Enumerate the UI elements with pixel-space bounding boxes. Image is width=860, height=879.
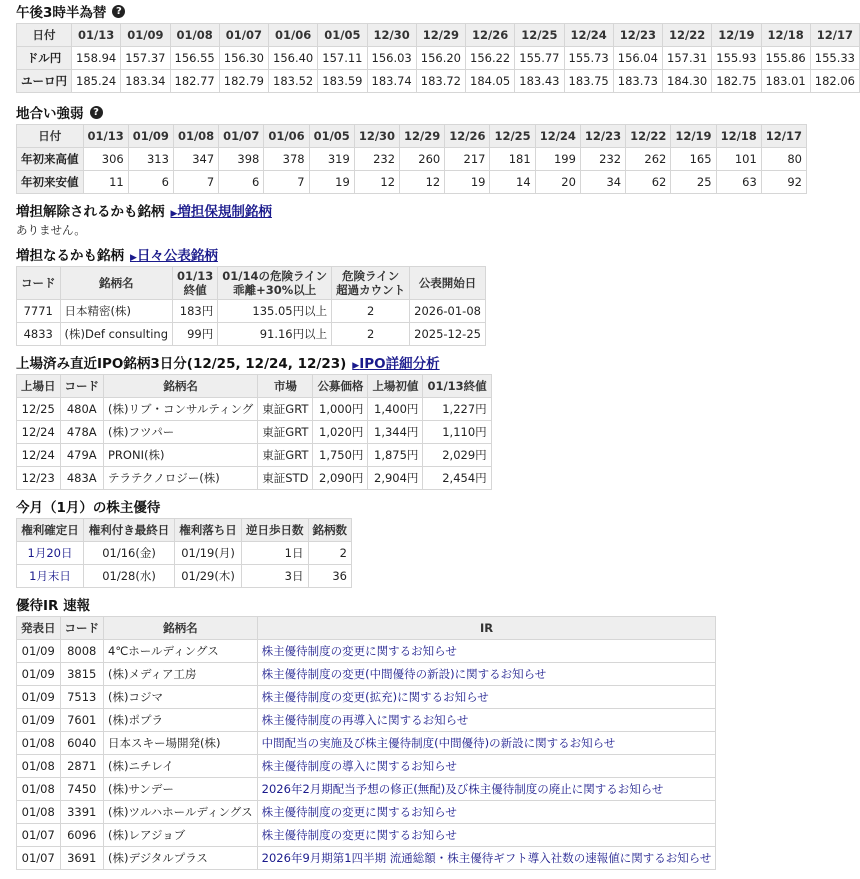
ir-link[interactable]: 中間配当の実施及び株主優待制度(中間優待)の新設に関するお知らせ [257, 732, 716, 755]
col-date: 12/26 [466, 24, 515, 47]
value-cell: 183.75 [564, 70, 613, 93]
yutai-cell: 3日 [242, 565, 309, 588]
yutai-table [16, 518, 352, 588]
value-cell: 183.34 [121, 70, 170, 93]
value-cell: 63 [716, 171, 761, 194]
value-cell: 19 [309, 171, 354, 194]
ir-cell: 4℃ホールディングス [104, 640, 258, 663]
name-cell: (株)Def consulting [60, 323, 173, 346]
yutai-cell: 01/29(木) [175, 565, 242, 588]
ir-cell: (株)メディア工房 [104, 663, 258, 686]
col-date: 12/19 [712, 24, 761, 47]
col-date: 12/22 [626, 125, 671, 148]
market-info-panel [16, 0, 855, 870]
ir-cell: 01/08 [17, 755, 61, 778]
value-cell: 217 [445, 148, 490, 171]
col-date: 12/19 [671, 125, 716, 148]
ipo-col-header: 上場初値 [368, 375, 423, 398]
count-cell: 2 [332, 300, 410, 323]
value-cell: 183.59 [318, 70, 367, 93]
yutai-date-link[interactable]: 1月20日 [17, 542, 84, 565]
value-cell: 157.11 [318, 47, 367, 70]
value-cell: 14 [490, 171, 535, 194]
ir-cell: (株)ツルハホールディングス [104, 801, 258, 824]
yutai-cell: 2 [308, 542, 352, 565]
daily-publication-link-label: 日々公表銘柄 [136, 248, 218, 264]
close-cell: 99円 [173, 323, 218, 346]
value-cell: 182.79 [219, 70, 268, 93]
col-over-count [332, 267, 410, 300]
help-icon[interactable]: ? [112, 5, 125, 18]
value-cell: 232 [354, 148, 399, 171]
code-cell: 4833 [17, 323, 61, 346]
col-date: 12/18 [761, 24, 810, 47]
value-cell: 183.52 [269, 70, 318, 93]
ipo-cell: 東証GRT [258, 421, 313, 444]
ipo-analysis-link-label: IPO詳細分析 [359, 356, 440, 372]
ir-cell: 3815 [60, 663, 104, 686]
ipo-cell: 2,904円 [368, 467, 423, 490]
value-cell: 378 [264, 148, 309, 171]
value-cell: 183.74 [367, 70, 416, 93]
value-cell: 182.77 [170, 70, 219, 93]
margin-release-empty: ありません。 [16, 223, 86, 237]
value-cell: 11 [83, 171, 128, 194]
value-cell: 260 [400, 148, 445, 171]
col-date: 12/17 [810, 24, 859, 47]
ipo-cell: 1,750円 [313, 444, 368, 467]
ipo-cell: 1,400円 [368, 398, 423, 421]
ir-table [16, 616, 716, 870]
value-cell: 182.06 [810, 70, 859, 93]
col-date: 12/26 [445, 125, 490, 148]
value-cell: 62 [626, 171, 671, 194]
value-cell: 156.40 [269, 47, 318, 70]
ipo-cell: (株)フツパー [104, 421, 258, 444]
col-date: 01/05 [318, 24, 367, 47]
ir-cell: 01/09 [17, 686, 61, 709]
table-row [17, 565, 352, 588]
ipo-col-header: 上場日 [17, 375, 61, 398]
ir-link[interactable]: 株主優待制度の再導入に関するお知らせ [257, 709, 716, 732]
ir-cell: (株)ニチレイ [104, 755, 258, 778]
fx-section-title [16, 0, 773, 22]
ir-link[interactable]: 株主優待制度の変更に関するお知らせ [257, 801, 716, 824]
yutai-cell: 01/28(水) [84, 565, 175, 588]
table-row [17, 847, 716, 870]
value-cell: 157.31 [663, 47, 712, 70]
table-row [17, 47, 860, 70]
table-row [17, 70, 860, 93]
ipo-col-header: 市場 [258, 375, 313, 398]
ipo-cell: (株)リブ・コンサルティング [104, 398, 258, 421]
yutai-cell: 01/16(金) [84, 542, 175, 565]
col-date: 01/08 [170, 24, 219, 47]
ipo-cell: 483A [60, 467, 104, 490]
ipo-cell: 1,227円 [423, 398, 491, 421]
value-cell: 199 [535, 148, 580, 171]
danger-cell: 135.05円以上 [218, 300, 332, 323]
col-date-label: 日付 [17, 24, 72, 47]
ipo-cell: 東証GRT [258, 398, 313, 421]
value-cell: 319 [309, 148, 354, 171]
ir-col-header: コード [60, 617, 104, 640]
ipo-table [16, 374, 492, 490]
value-cell: 313 [128, 148, 173, 171]
value-cell: 184.05 [466, 70, 515, 93]
ipo-col-header: 銘柄名 [104, 375, 258, 398]
margin-add-header-row [17, 267, 486, 300]
col-name: 銘柄名 [60, 267, 173, 300]
value-cell: 155.93 [712, 47, 761, 70]
ir-cell: 7601 [60, 709, 104, 732]
col-close-line1: 01/13 [177, 269, 214, 283]
ir-cell: 01/08 [17, 801, 61, 824]
code-cell: 7771 [17, 300, 61, 323]
ir-cell: (株)サンデー [104, 778, 258, 801]
ipo-cell: 1,020円 [313, 421, 368, 444]
col-date: 01/09 [128, 125, 173, 148]
strength-title-text: 地合い強弱 [16, 106, 84, 122]
yutai-col-header: 権利付き最終日 [84, 519, 175, 542]
ipo-cell: 東証STD [258, 467, 313, 490]
col-date: 12/29 [416, 24, 465, 47]
ir-cell: 01/08 [17, 778, 61, 801]
daily-publication-link[interactable] [130, 244, 218, 264]
margin-regulation-link[interactable] [171, 200, 272, 220]
col-date: 12/24 [564, 24, 613, 47]
table-row [17, 467, 492, 490]
value-cell: 156.04 [613, 47, 662, 70]
count-cell: 2 [332, 323, 410, 346]
value-cell: 6 [219, 171, 264, 194]
col-date: 01/07 [219, 125, 264, 148]
value-cell: 19 [445, 171, 490, 194]
ipo-cell: 480A [60, 398, 104, 421]
value-cell: 158.94 [72, 47, 121, 70]
ipo-cell: 12/25 [17, 398, 61, 421]
table-row [17, 709, 716, 732]
value-cell: 156.55 [170, 47, 219, 70]
ipo-section-title [16, 352, 773, 372]
value-cell: 182.75 [712, 70, 761, 93]
col-date: 12/18 [716, 125, 761, 148]
start-cell: 2026-01-08 [410, 300, 486, 323]
ir-cell: 7450 [60, 778, 104, 801]
value-cell: 155.86 [761, 47, 810, 70]
ir-cell: 01/09 [17, 709, 61, 732]
value-cell: 7 [173, 171, 218, 194]
ir-link[interactable]: 株主優待制度の導入に関するお知らせ [257, 755, 716, 778]
ipo-title-text: 上場済み直近IPO銘柄3日分(12/25, 12/24, 12/23) [16, 356, 347, 372]
ir-title-text: 優待IR 速報 [16, 598, 91, 614]
value-cell: 12 [400, 171, 445, 194]
value-cell: 25 [671, 171, 716, 194]
fx-title-text: 午後3時半為替 [16, 5, 107, 21]
ir-cell: (株)レアジョブ [104, 824, 258, 847]
ir-cell: 3691 [60, 847, 104, 870]
ir-cell: 01/09 [17, 640, 61, 663]
start-cell: 2025-12-25 [410, 323, 486, 346]
ir-cell: 6040 [60, 732, 104, 755]
ir-header-row [17, 617, 716, 640]
yutai-col-header: 逆日歩日数 [242, 519, 309, 542]
table-row [17, 732, 716, 755]
col-date-label: 日付 [17, 125, 84, 148]
fx-table [16, 23, 860, 93]
ipo-cell: 2,029円 [423, 444, 491, 467]
value-cell: 165 [671, 148, 716, 171]
col-over-line2: 超過カウント [336, 283, 406, 297]
margin-release-title-text: 増担解除されるかも銘柄 [16, 204, 165, 220]
col-date: 01/13 [83, 125, 128, 148]
table-row [17, 171, 807, 194]
value-cell: 185.24 [72, 70, 121, 93]
col-date: 01/07 [219, 24, 268, 47]
ipo-cell: 東証GRT [258, 444, 313, 467]
col-date: 01/13 [72, 24, 121, 47]
col-date: 12/30 [354, 125, 399, 148]
col-date: 12/22 [663, 24, 712, 47]
ipo-analysis-link[interactable] [352, 352, 439, 372]
ipo-cell: 479A [60, 444, 104, 467]
ipo-cell: 2,454円 [423, 467, 491, 490]
margin-add-title-text: 増担なるかも銘柄 [16, 248, 124, 264]
table-row [17, 300, 486, 323]
value-cell: 7 [264, 171, 309, 194]
ir-col-header: 発表日 [17, 617, 61, 640]
table-row [17, 640, 716, 663]
col-date: 01/08 [173, 125, 218, 148]
ir-cell: 7513 [60, 686, 104, 709]
ir-cell: (株)ポプラ [104, 709, 258, 732]
yutai-cell: 1日 [242, 542, 309, 565]
ir-cell: (株)コジマ [104, 686, 258, 709]
ir-link[interactable]: 株主優待制度の変更に関するお知らせ [257, 824, 716, 847]
margin-add-table [16, 266, 486, 346]
margin-release-section-title [16, 200, 773, 220]
value-cell: 155.73 [564, 47, 613, 70]
col-date: 01/05 [309, 125, 354, 148]
value-cell: 157.37 [121, 47, 170, 70]
col-date: 12/25 [515, 24, 564, 47]
ir-col-header: 銘柄名 [104, 617, 258, 640]
row-label: 年初来高値 [17, 148, 84, 171]
ipo-col-header: コード [60, 375, 104, 398]
table-row [17, 542, 352, 565]
col-date: 01/09 [121, 24, 170, 47]
yutai-col-header: 銘柄数 [308, 519, 352, 542]
ipo-cell: 1,875円 [368, 444, 423, 467]
ipo-cell: 1,110円 [423, 421, 491, 444]
table-row [17, 755, 716, 778]
table-row [17, 421, 492, 444]
col-date: 12/24 [535, 125, 580, 148]
value-cell: 398 [219, 148, 264, 171]
ir-link[interactable]: 株主優待制度の変更に関するお知らせ [257, 640, 716, 663]
ir-cell: 日本スキー場開発(株) [104, 732, 258, 755]
triangle-right-icon: ▶ [352, 361, 360, 371]
strength-header-row [17, 125, 807, 148]
value-cell: 183.72 [416, 70, 465, 93]
value-cell: 184.30 [663, 70, 712, 93]
value-cell: 156.22 [466, 47, 515, 70]
table-row [17, 686, 716, 709]
ipo-cell: 12/24 [17, 421, 61, 444]
ipo-cell: 12/23 [17, 467, 61, 490]
col-code: コード [17, 267, 61, 300]
ir-cell: 8008 [60, 640, 104, 663]
ir-col-header: IR [257, 617, 716, 640]
ipo-header-row [17, 375, 492, 398]
ipo-cell: テラテクノロジー(株) [104, 467, 258, 490]
value-cell: 156.20 [416, 47, 465, 70]
value-cell: 183.73 [613, 70, 662, 93]
ir-cell: 01/07 [17, 847, 61, 870]
value-cell: 92 [761, 171, 806, 194]
col-danger-line2: 乖離+30%以上 [233, 283, 317, 297]
col-date: 12/29 [400, 125, 445, 148]
ir-cell: 01/08 [17, 732, 61, 755]
table-row [17, 801, 716, 824]
yutai-section-title [16, 496, 773, 516]
margin-add-section-title [16, 244, 773, 264]
yutai-date-link[interactable]: 1月末日 [17, 565, 84, 588]
value-cell: 156.30 [219, 47, 268, 70]
ir-cell: 2871 [60, 755, 104, 778]
row-label: ユーロ円 [17, 70, 72, 93]
table-row [17, 778, 716, 801]
value-cell: 6 [128, 171, 173, 194]
col-date: 12/25 [490, 125, 535, 148]
ipo-col-header: 01/13終値 [423, 375, 491, 398]
yutai-col-header: 権利落ち日 [175, 519, 242, 542]
margin-regulation-link-label: 増担保規制銘柄 [177, 204, 272, 220]
value-cell: 155.77 [515, 47, 564, 70]
table-row [17, 148, 807, 171]
col-close [173, 267, 218, 300]
danger-cell: 91.16円以上 [218, 323, 332, 346]
col-close-line2: 終値 [183, 283, 207, 297]
ipo-cell: 478A [60, 421, 104, 444]
yutai-col-header: 権利確定日 [17, 519, 84, 542]
value-cell: 12 [354, 171, 399, 194]
table-row [17, 398, 492, 421]
ipo-cell: 12/24 [17, 444, 61, 467]
ipo-col-header: 公募価格 [313, 375, 368, 398]
ir-link[interactable]: 2026年2月期配当予想の修正(無配)及び株主優待制度の廃止に関するお知らせ [257, 778, 716, 801]
col-danger-line1: 01/14の危険ライン [222, 269, 328, 283]
value-cell: 20 [535, 171, 580, 194]
ir-link[interactable]: 2026年9月期第1四半期 流通総額・株主優待ギフト導入社数の速報値に関するお知らせ [257, 847, 716, 870]
value-cell: 156.03 [367, 47, 416, 70]
ipo-cell: PRONI(株) [104, 444, 258, 467]
value-cell: 80 [761, 148, 806, 171]
value-cell: 183.01 [761, 70, 810, 93]
name-cell: 日本精密(株) [60, 300, 173, 323]
strength-section-title [16, 101, 773, 123]
yutai-cell: 01/19(月) [175, 542, 242, 565]
value-cell: 306 [83, 148, 128, 171]
ipo-cell: 1,344円 [368, 421, 423, 444]
col-date: 01/06 [264, 125, 309, 148]
close-cell: 183円 [173, 300, 218, 323]
ir-cell: 01/07 [17, 824, 61, 847]
triangle-right-icon: ▶ [170, 209, 178, 219]
table-row [17, 824, 716, 847]
ir-cell: 3391 [60, 801, 104, 824]
col-danger [218, 267, 332, 300]
ir-cell: 6096 [60, 824, 104, 847]
value-cell: 101 [716, 148, 761, 171]
strength-table [16, 124, 807, 194]
col-start: 公表開始日 [410, 267, 486, 300]
table-row [17, 444, 492, 467]
ir-link[interactable]: 株主優待制度の変更(中間優待の新設)に関するお知らせ [257, 663, 716, 686]
value-cell: 232 [580, 148, 625, 171]
table-row [17, 323, 486, 346]
table-row [17, 663, 716, 686]
ipo-cell: 2,090円 [313, 467, 368, 490]
value-cell: 183.43 [515, 70, 564, 93]
value-cell: 347 [173, 148, 218, 171]
row-label: ドル円 [17, 47, 72, 70]
ir-section-title [16, 594, 773, 614]
yutai-title-text: 今月（1月）の株主優待 [16, 500, 161, 516]
col-over-line1: 危険ライン [342, 269, 400, 283]
value-cell: 155.33 [810, 47, 859, 70]
yutai-header-row [17, 519, 352, 542]
value-cell: 34 [580, 171, 625, 194]
triangle-right-icon: ▶ [130, 253, 137, 263]
value-cell: 181 [490, 148, 535, 171]
ir-cell: (株)デジタルプラス [104, 847, 258, 870]
col-date: 12/23 [613, 24, 662, 47]
fx-header-row [17, 24, 860, 47]
row-label: 年初来安値 [17, 171, 84, 194]
col-date: 12/17 [761, 125, 806, 148]
yutai-cell: 36 [308, 565, 352, 588]
ir-cell: 01/09 [17, 663, 61, 686]
ipo-cell: 1,000円 [313, 398, 368, 421]
col-date: 12/23 [580, 125, 625, 148]
ir-link[interactable]: 株主優待制度の変更(拡充)に関するお知らせ [257, 686, 716, 709]
col-date: 01/06 [269, 24, 318, 47]
help-icon[interactable]: ? [90, 106, 103, 119]
col-date: 12/30 [367, 24, 416, 47]
value-cell: 262 [626, 148, 671, 171]
